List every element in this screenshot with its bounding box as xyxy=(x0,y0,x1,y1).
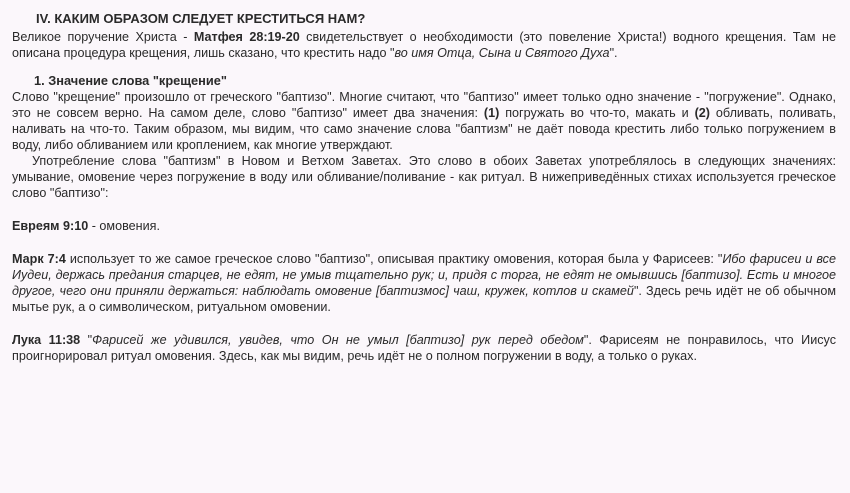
intro-text: Великое поручение Христа - xyxy=(12,30,194,44)
mark-text: использует то же самое греческое слово "баптизо", описывая практику омовения, которая была у Фарисеев: " xyxy=(65,252,723,266)
luke-quote: Фарисей же удивился, увидев, что Он не умыл [баптизо] рук перед обедом xyxy=(92,333,584,347)
mark-quote: Ибо фарисеи и все Иудеи, держась предания старцев, не едят, не умыв тщательно рук; и, придя с торга, не едят не омывшись [баптизо]. Есть и многое другое, чего они приняли держаться: наблюдать омовение [баптизмос] чаш, кружек, котлов и скамей xyxy=(12,252,836,298)
luke-text: " xyxy=(80,333,93,347)
hebrews-text: - омовения. xyxy=(88,219,160,233)
meaning-text: Слово "крещение" произошло от греческого "баптизо". Многие считают, что "баптизо" имеет только одно значение - "погружение". Однако, это не совсем верно. На самом деле, слово "баптизо" имеет два значения: xyxy=(12,90,836,120)
intro-scripture-ref: Матфея 28:19-20 xyxy=(193,30,300,44)
intro-paragraph xyxy=(12,29,836,61)
mark-ref: Марк 7:4 xyxy=(12,252,66,266)
meaning-text-3: обливать, поливать, наливать на что-то. Таким образом, мы видим, что само значение слова "баптизм" не даёт повода крестить либо только погружением в воду, либо обливанием или кроплением, как многие утверждают. xyxy=(12,106,836,152)
chapter-title: IV. КАКИМ ОБРАЗОМ СЛЕДУЕТ КРЕСТИТЬСЯ НАМ? xyxy=(36,11,366,26)
luke-ref: Лука 11:38 xyxy=(12,333,81,347)
intro-text-2: свидетельствует о необходимости (это повеление Христа!) водного крещения. Там не описана процедура крещения, лишь сказано, что крестить надо " xyxy=(12,30,836,60)
meaning-paragraph xyxy=(12,89,836,153)
meaning-number-1: (1) xyxy=(483,106,500,120)
hebrews-paragraph xyxy=(12,218,836,234)
intro-text-3: ". xyxy=(609,46,618,60)
baptism-formula: во имя Отца, Сына и Святого Духа xyxy=(394,46,610,60)
luke-text-2: ". Фарисеям не понравилось, что Иисус проигнорировал ритуал омовения. Здесь, как мы видим, речь идёт не о полном погружении в воду, а только о руках. xyxy=(12,333,836,363)
mark-text-2: ". Здесь речь идёт не об обычном мытье рук, а о символическом, ритуальном омовении. xyxy=(12,284,836,314)
meaning-number-2: (2) xyxy=(694,106,710,120)
usage-paragraph: Употребление слова "баптизм" в Новом и Ветхом Заветах. Это слово в обоих Заветах употреблялось в следующих значениях: умывание, омовение через погружение в воду или обливание/поливание - как ритуал. В нижеприведённых стихах используется греческое слово "баптизо": xyxy=(12,154,836,200)
meaning-text-2: погружать во что-то, макать и xyxy=(499,106,695,120)
section-heading: 1. Значение слова "крещение" xyxy=(34,73,227,88)
hebrews-ref: Евреям 9:10 xyxy=(12,219,89,233)
mark-paragraph xyxy=(12,251,836,315)
luke-paragraph xyxy=(12,332,836,364)
